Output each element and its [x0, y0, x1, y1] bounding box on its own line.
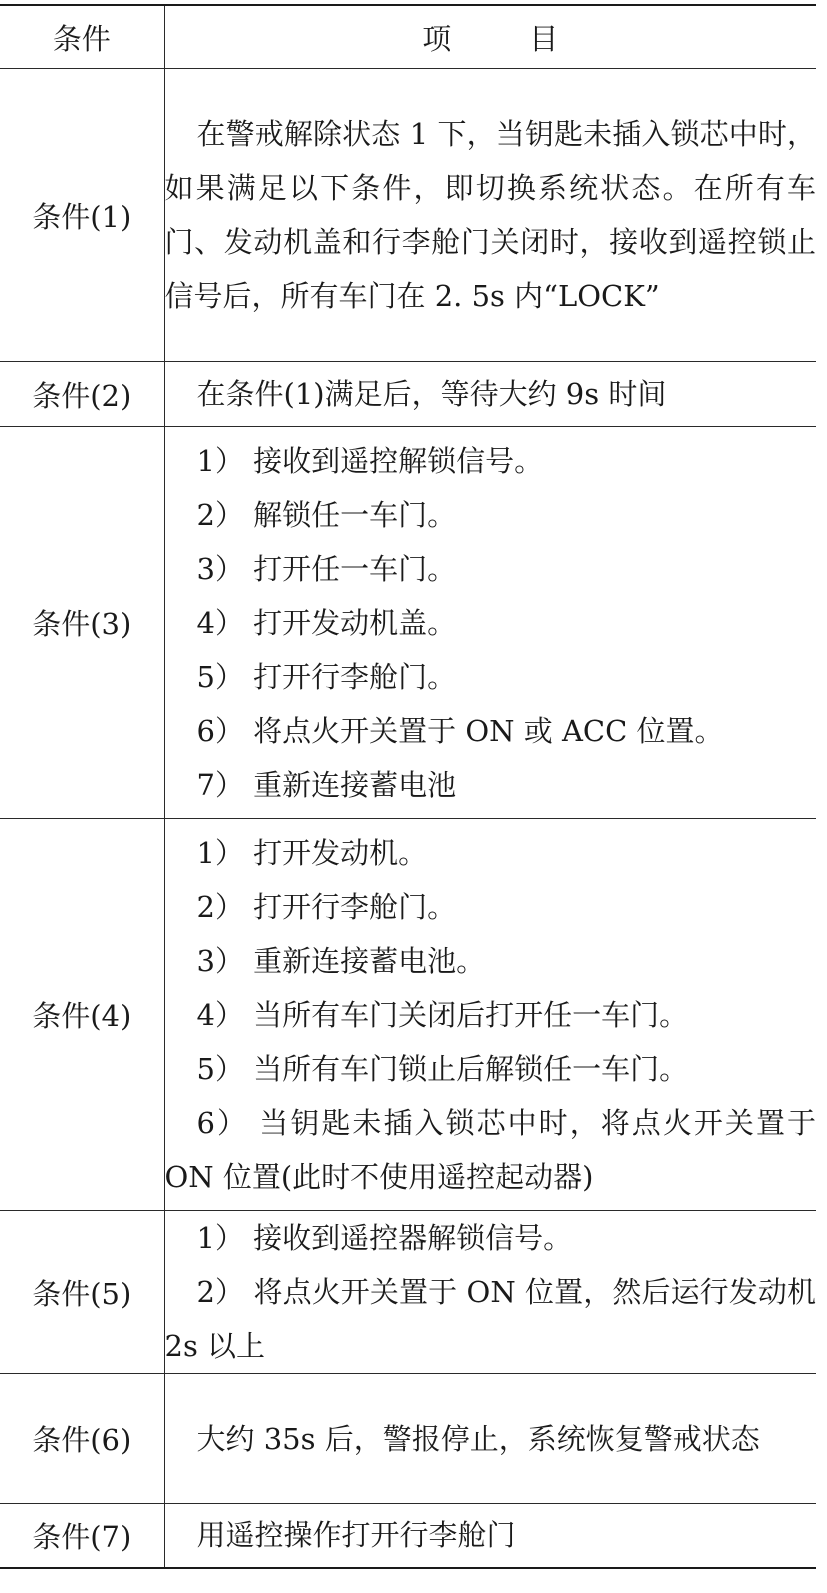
list-item: 5） 打开行李舱门。 [196, 659, 457, 694]
detail-paragraph: 大约 35s 后，警报停止，系统恢复警戒状态 [196, 1421, 760, 1456]
header-item-part-b: 目 [529, 21, 559, 56]
header-condition: 条件 [0, 5, 164, 69]
condition-label: 条件(3) [0, 427, 164, 819]
detail-paragraph: 在警戒解除状态 1 下，当钥匙未插入锁芯中时，如果满足以下条件，即切换系统状态。在所有车门、发动机盖和行李舱门关闭时，接收到遥控锁止信号后，所有车门在 2. 5s 内“LOCK” [164, 117, 816, 313]
list-item: 4） 打开发动机盖。 [196, 605, 457, 640]
list-item: 3） 重新连接蓄电池。 [196, 943, 486, 978]
table-row [0, 362, 816, 427]
list-item: 3） 打开任一车门。 [196, 551, 457, 586]
list-item: 2） 打开行李舱门。 [196, 889, 457, 924]
table-header-row [0, 5, 816, 69]
list-item: 5） 当所有车门锁止后解锁任一车门。 [196, 1051, 689, 1086]
condition-label: 条件(1) [0, 69, 164, 362]
list-item: 2） 解锁任一车门。 [196, 497, 457, 532]
table-row [0, 427, 816, 819]
condition-label: 条件(6) [0, 1374, 164, 1504]
table-row [0, 1211, 816, 1374]
detail-paragraph: 用遥控操作打开行李舱门 [196, 1518, 516, 1553]
list-item-wrapped: 2） 将点火开关置于 ON 位置，然后运行发动机 2s 以上 [164, 1275, 816, 1363]
condition-detail [164, 362, 816, 427]
condition-label: 条件(4) [0, 819, 164, 1211]
condition-detail [164, 1374, 816, 1504]
condition-label: 条件(5) [0, 1211, 164, 1374]
table-row [0, 819, 816, 1211]
list-item: 7） 重新连接蓄电池 [196, 767, 457, 802]
header-item-part-a: 项 [422, 21, 452, 56]
list-item: 4） 当所有车门关闭后打开任一车门。 [196, 997, 689, 1032]
table-row [0, 69, 816, 362]
list-item: 1） 接收到遥控器解锁信号。 [196, 1221, 573, 1255]
condition-detail [164, 1211, 816, 1374]
conditions-table [0, 4, 816, 1569]
condition-detail [164, 1504, 816, 1568]
list-item-wrapped: 6） 当钥匙未插入锁芯中时，将点火开关置于 ON 位置(此时不使用遥控起动器) [164, 1105, 816, 1194]
list-item: 6） 将点火开关置于 ON 或 ACC 位置。 [196, 713, 724, 748]
condition-label: 条件(7) [0, 1504, 164, 1568]
condition-detail [164, 69, 816, 362]
list-item: 1） 打开发动机。 [196, 835, 428, 870]
table-row [0, 1504, 816, 1568]
condition-detail [164, 819, 816, 1211]
detail-paragraph: 在条件(1)满足后，等待大约 9s 时间 [196, 377, 667, 411]
list-item: 1） 接收到遥控解锁信号。 [196, 443, 544, 478]
header-item [164, 5, 816, 69]
condition-label: 条件(2) [0, 362, 164, 427]
table-row [0, 1374, 816, 1504]
condition-detail [164, 427, 816, 819]
